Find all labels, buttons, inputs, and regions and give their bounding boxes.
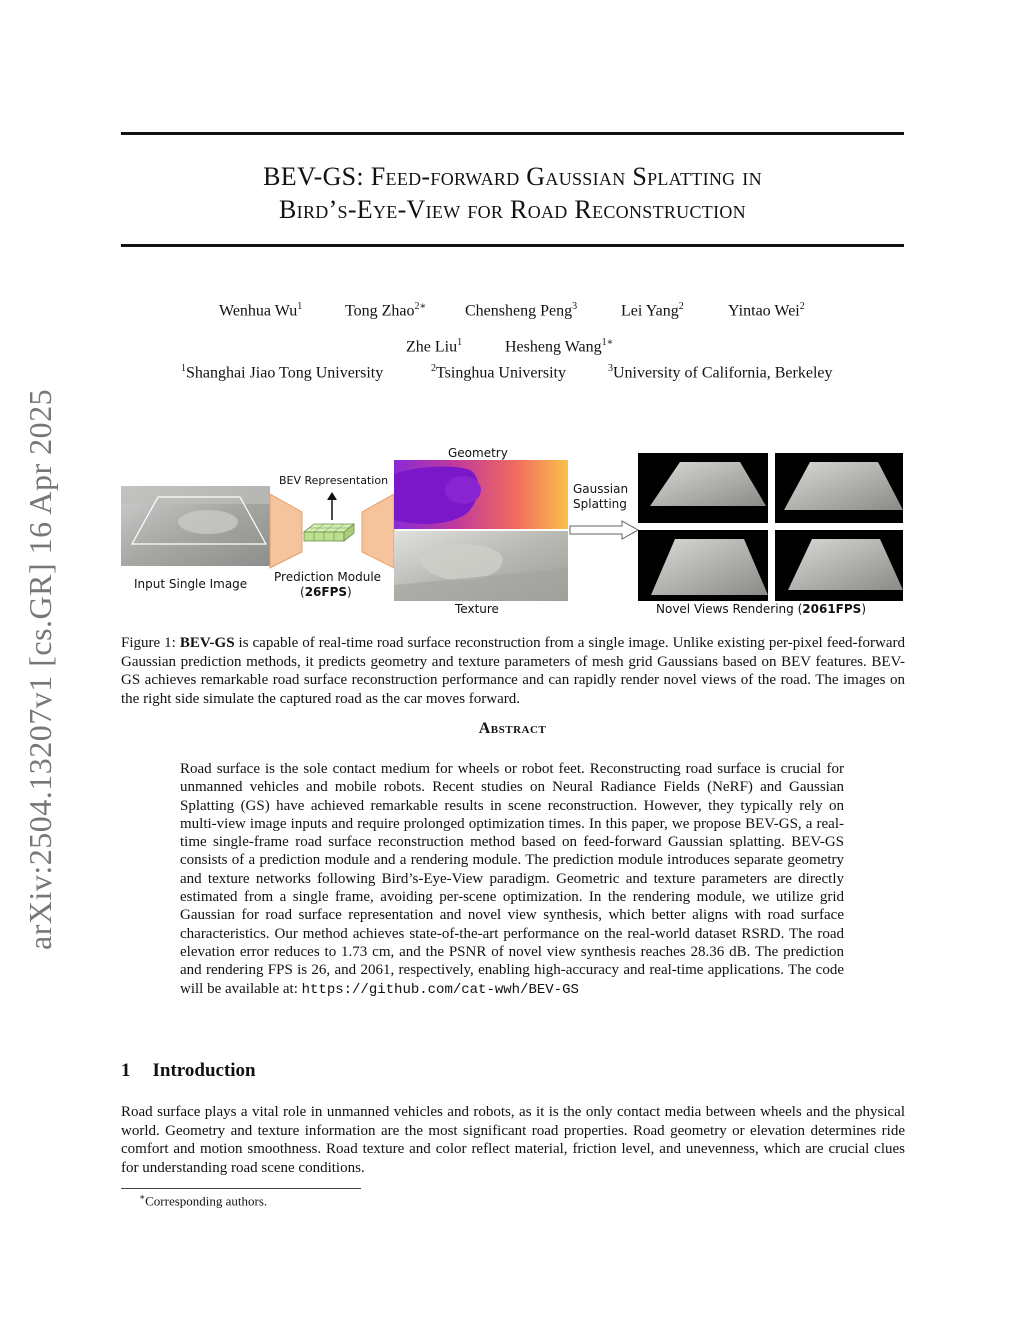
author: Wenhua Wu$^1$ xyxy=(219,301,303,320)
code-link[interactable]: https://github.com/cat-wwh/BEV-GS xyxy=(301,981,579,998)
abstract-heading: Abstract xyxy=(478,720,547,737)
bev-grid-icon xyxy=(304,524,354,541)
figure-caption: Figure 1: BEV-GS is capable of real-time road surface reconstruction from a single image. Unlike existing per-pixel feed-forward Gaussian prediction methods, it predicts geometry and texture parameters of mesh grid Gaussians based on BEV features. BEV-GS achieves remarkable road surface reconstruction performance and can rapidly render novel views of the road. The images on the right side simulate the captured road as the car moves forward. xyxy=(121,635,905,707)
novel-view-1 xyxy=(638,453,768,523)
prediction-module-label: Prediction Module xyxy=(274,570,382,584)
title-top-rule xyxy=(121,132,904,135)
bev-representation-label: BEV Representation xyxy=(279,474,389,487)
title-line-1: BEV-GS: Feed-forward Gaussian Splatting in xyxy=(263,162,762,191)
texture-label: Texture xyxy=(455,602,499,616)
novel-view-4 xyxy=(775,530,903,601)
title-bottom-rule xyxy=(121,244,904,247)
input-road-image xyxy=(121,486,270,566)
intro-paragraph: Road surface plays a vital role in unmanned vehicles and robots, as it is the only contact media between wheels and the physical world. Geometry and texture information are the most significant road properties. Road geometry or elevation determines ride comfort and motion smoothness. Road texture and color reflect material, friction level, and unevenness, which are crucial clues for understanding road scene conditions. xyxy=(121,1104,905,1176)
geometry-map xyxy=(394,460,568,529)
right-arrow-icon xyxy=(570,521,638,539)
author: Chensheng Peng$^3$ xyxy=(465,301,578,320)
author: Hesheng Wang$^{1∗}$ xyxy=(505,337,614,356)
author: Lei Yang$^2$ xyxy=(621,301,684,320)
novel-view-2 xyxy=(775,453,903,523)
footnote: ∗Corresponding authors. xyxy=(139,1192,268,1209)
affiliation: $^3$University of California, Berkeley xyxy=(608,363,833,382)
up-arrow-icon xyxy=(327,492,337,520)
splatting-label: Splatting xyxy=(573,497,627,511)
author: Zhe Liu$^1$ xyxy=(406,337,463,356)
texture-map xyxy=(394,531,568,601)
footnote-rule xyxy=(121,1188,361,1189)
title-line-2: Bird’s-Eye-View for Road Reconstruction xyxy=(279,195,746,224)
prediction-fps-label: (26FPS) xyxy=(300,585,352,599)
input-image-label: Input Single Image xyxy=(134,577,248,591)
affiliation: $^2$Tsinghua University xyxy=(431,363,566,382)
author: Yintao Wei$^2$ xyxy=(728,301,805,320)
section-heading: 1 Introduction xyxy=(121,1060,256,1081)
arxiv-side-stamp: arXiv:2504.13207v1 [cs.GR] 16 Apr 2025 xyxy=(22,388,58,950)
novel-views-label: Novel Views Rendering (2061FPS) xyxy=(656,602,867,616)
decoder-shape xyxy=(362,494,394,568)
encoder-shape xyxy=(270,494,302,568)
gaussian-label: Gaussian xyxy=(573,482,629,496)
novel-view-3 xyxy=(638,530,768,601)
geometry-label: Geometry xyxy=(448,446,508,460)
paper-title xyxy=(121,160,904,226)
affiliation: $^1$Shanghai Jiao Tong University xyxy=(181,363,384,382)
author: Tong Zhao$^{2∗}$ xyxy=(345,301,427,320)
abstract-body: Road surface is the sole contact medium for wheels or robot feet. Reconstructing road surface is crucial for unmanned vehicles and mobile robots. Recent studies on Neural Radiance Fields (NeRF) and Gaussian Splatting (GS) have achieved remarkable results in scene reconstruction. However, they typically rely on multi-view image inputs and require prolonged optimization times. In this paper, we propose BEV-GS, a real-time single-frame road surface reconstruction method based on feed-forward Gaussian splatting. BEV-GS consists of a prediction module and a rendering module. The prediction module introduces separate geometry and texture networks following Bird’s-Eye-View paradigm. Geometric and texture parameters are directly estimated from a single frame, avoiding per-scene optimization. In the rendering module, we utilize grid Gaussian for road surface representation and novel view synthesis, which better aligns with road surface characteristics. Our method achieves state-of-the-art performance on the real-world dataset RSRD. The road elevation error reduces to 1.73 cm, and the PSNR of novel view synthesis reaches 28.36 dB. The prediction and rendering FPS is 26, and 2061, respectively, enabling high-accuracy and real-time applications. The code will be available at: https://github.com/cat-wwh/BEV-GS xyxy=(180,761,844,998)
